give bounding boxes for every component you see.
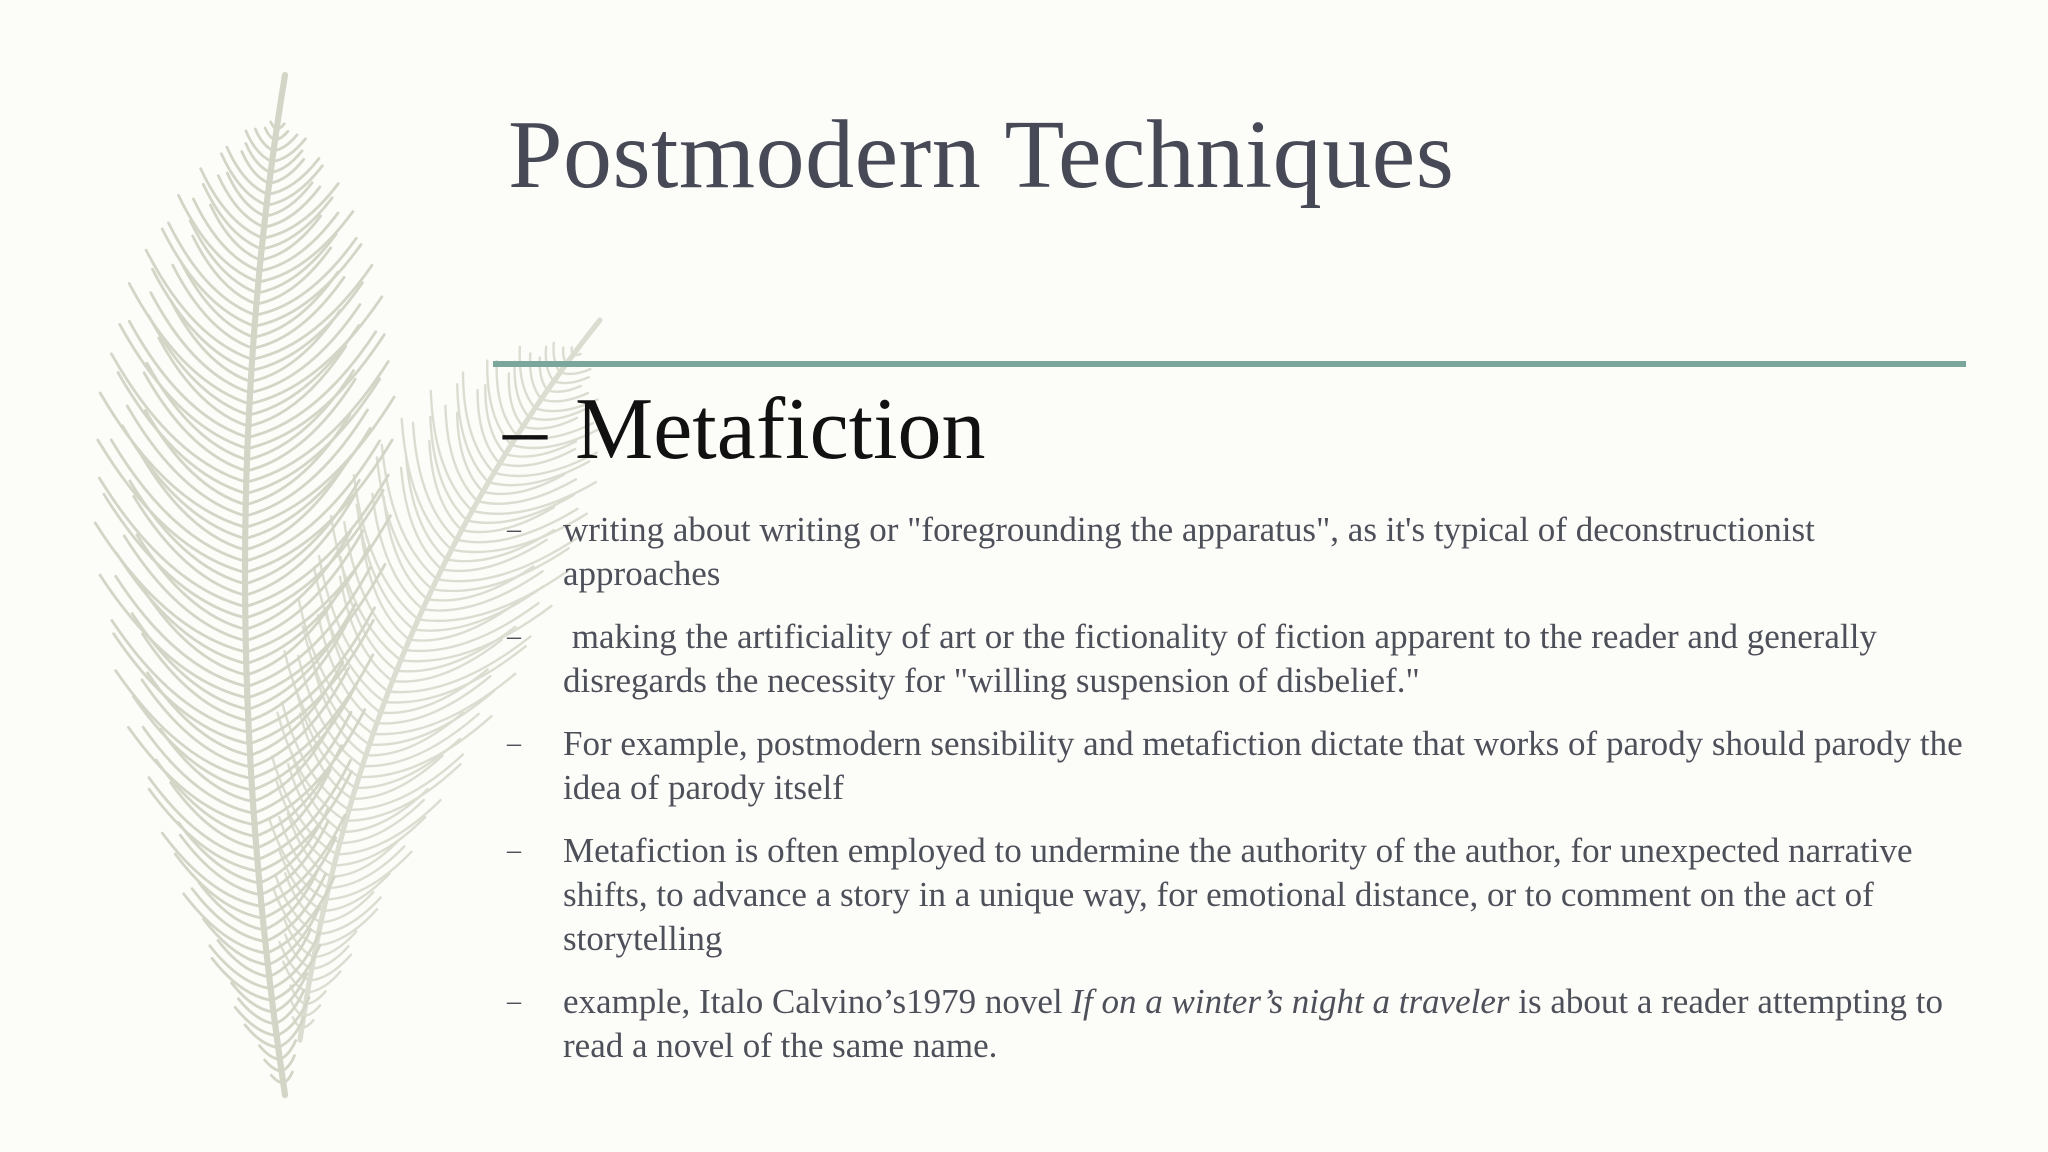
book-title: If on a winter’s night a traveler bbox=[1071, 982, 1510, 1021]
feather-barb bbox=[554, 343, 561, 373]
bullet-item bbox=[505, 722, 1965, 810]
bullet-item bbox=[505, 508, 1965, 596]
bullet-item bbox=[505, 980, 1965, 1068]
heading-text: Metafiction bbox=[575, 381, 986, 478]
feather-barb bbox=[147, 363, 247, 460]
feather-barb bbox=[249, 326, 359, 416]
bullet-text: Metafiction is often employed to undermine the authority of the author, for unexpected narrative shifts, to advance a story in a unique way, for emotional distance, or to comment on the act of storytelling bbox=[563, 831, 1913, 958]
accent-divider bbox=[493, 361, 1966, 367]
feather-barb bbox=[384, 497, 428, 599]
feather-barb bbox=[268, 159, 319, 195]
section-heading bbox=[503, 382, 986, 479]
bullet-marker: – bbox=[507, 728, 521, 759]
bullet-marker: – bbox=[507, 986, 521, 1017]
feather-barb bbox=[149, 789, 258, 871]
feather-barb bbox=[406, 456, 446, 560]
feather-barb bbox=[372, 494, 422, 609]
feather-barb bbox=[133, 696, 252, 790]
slide-title: Postmodern Techniques bbox=[508, 101, 1455, 209]
bullet-marker: – bbox=[507, 514, 521, 545]
bullet-list bbox=[505, 508, 1965, 1087]
bullet-text: making the artificiality of art or the fictionality of fiction apparent to the reader and generally disregards the necessity for "willing suspension of disbelief." bbox=[563, 617, 1886, 700]
bullet-text: writing about writing or "foregrounding the apparatus", as it's typical of deconstructionist approaches bbox=[563, 510, 1815, 593]
bullet-marker: – bbox=[507, 835, 521, 866]
feather-barb bbox=[478, 390, 500, 464]
bullet-text-before: example, Italo Calvino’s1979 novel bbox=[563, 982, 1072, 1021]
feather-barb bbox=[251, 283, 362, 371]
feather-barb bbox=[221, 154, 266, 205]
bullet-item bbox=[505, 829, 1965, 961]
feather-barb bbox=[148, 315, 249, 415]
feather-barb bbox=[255, 129, 273, 151]
bullet-marker: – bbox=[507, 621, 521, 652]
heading-dash: – bbox=[503, 381, 547, 478]
bullet-text-after: is about a reader attempting to read a novel of the same name. bbox=[563, 982, 1952, 1065]
bullet-item bbox=[505, 615, 1965, 703]
bullet-text: For example, postmodern sensibility and metafiction dictate that works of parody should parody the idea of parody itself bbox=[563, 724, 1963, 807]
